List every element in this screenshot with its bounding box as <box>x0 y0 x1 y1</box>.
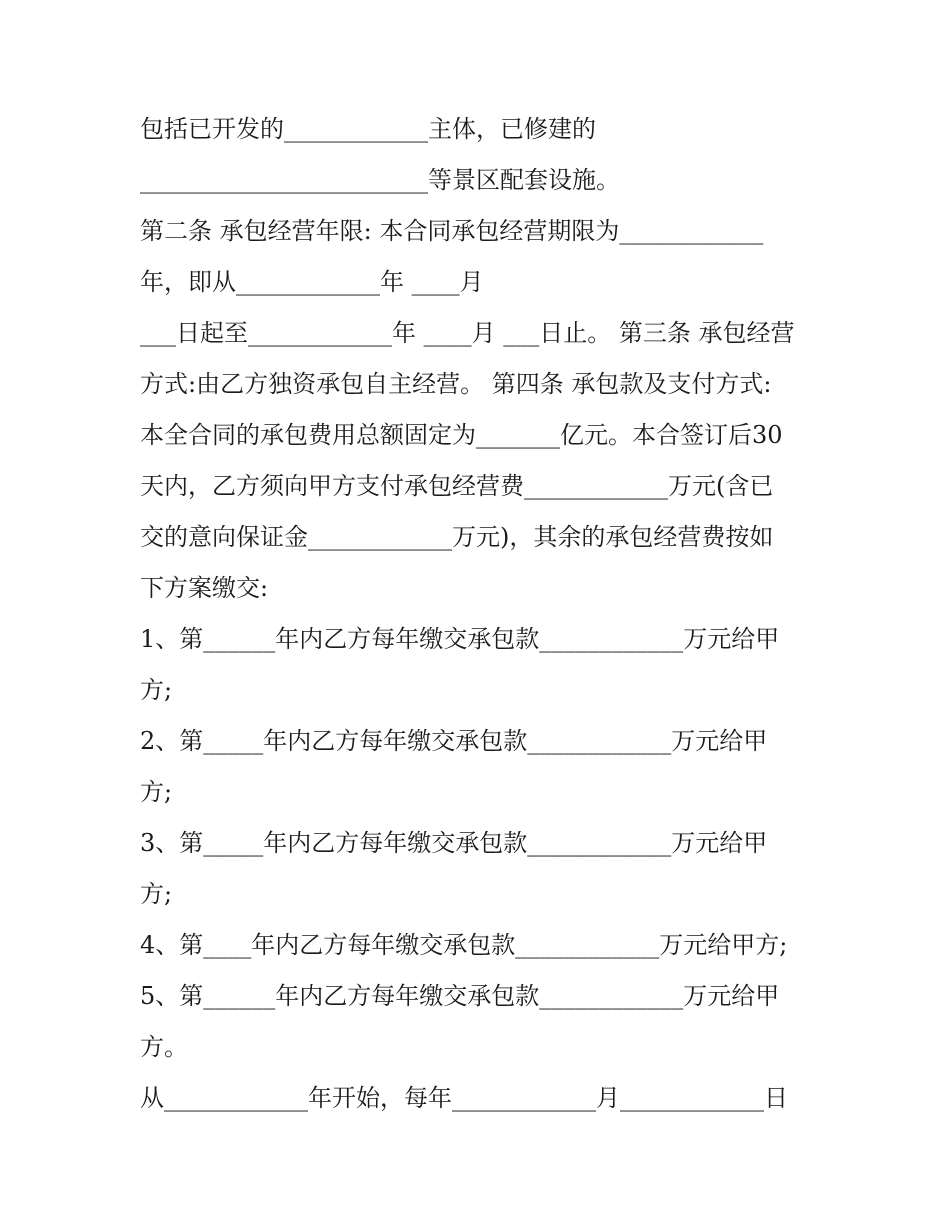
text-line: 5、第______年内乙方每年缴交承包款____________万元给甲 <box>140 982 780 1010</box>
text-line: 方; <box>140 778 173 806</box>
document-body <box>140 104 810 1124</box>
text-line: 方; <box>140 676 173 704</box>
text-line: 3、第_____年内乙方每年缴交承包款____________万元给甲 <box>140 829 768 857</box>
text-line: 天内，乙方须向甲方支付承包经营费____________万元(含已 <box>140 472 774 500</box>
text-line: 4、第____年内乙方每年缴交承包款____________万元给甲方; <box>140 931 788 959</box>
text-line: 1、第______年内乙方每年缴交承包款____________万元给甲 <box>140 625 780 653</box>
text-line: 方。 <box>140 1033 188 1061</box>
text-line: 从____________年开始，每年____________月____________日 <box>140 1084 788 1112</box>
text-line: ___日起至____________年 ____月 ___日止。 第三条 承包经营 <box>140 319 795 347</box>
text-line: 方; <box>140 880 173 908</box>
text-line: 本全合同的承包费用总额固定为_______亿元。本合签订后30 <box>140 421 783 449</box>
text-line: 下方案缴交: <box>140 574 269 602</box>
text-line: 第二条 承包经营年限: 本合同承包经营期限为____________ <box>140 217 764 245</box>
text-line: 年，即从____________年 ____月 <box>140 268 484 296</box>
text-line: 交的意向保证金____________万元)，其余的承包经营费按如 <box>140 523 774 551</box>
text-line: ________________________等景区配套设施。 <box>140 166 620 194</box>
text-line: 包括已开发的____________主体，已修建的 <box>140 115 596 143</box>
text-line: 2、第_____年内乙方每年缴交承包款____________万元给甲 <box>140 727 768 755</box>
text-line: 方式:由乙方独资承包自主经营。 第四条 承包款及支付方式: <box>140 370 772 398</box>
